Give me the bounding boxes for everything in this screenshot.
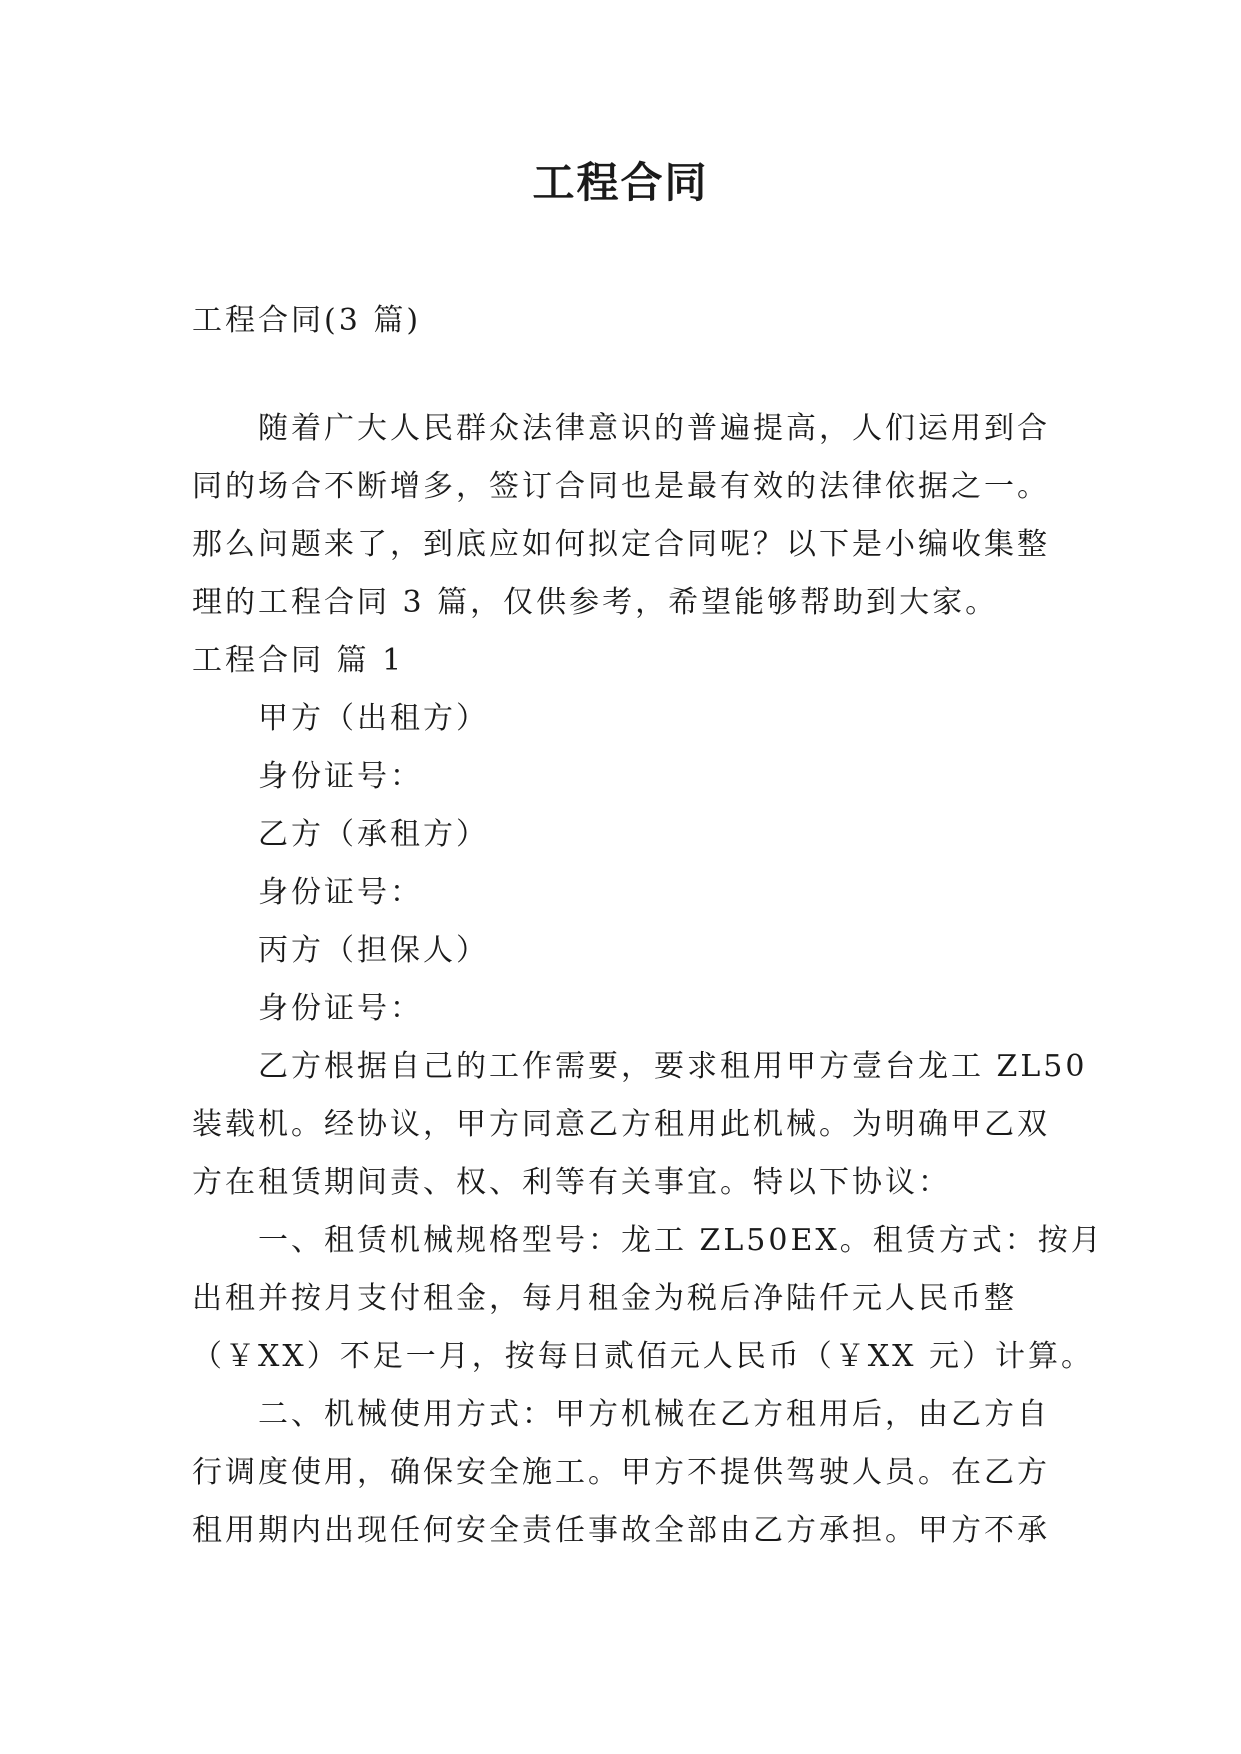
intro-line: 理的工程合同 3 篇，仅供参考，希望能够帮助到大家。 [192, 585, 999, 620]
document-subtitle: 工程合同(3 篇) [192, 303, 422, 338]
paragraph-line: 一、租赁机械规格型号：龙工 ZL50EX。租赁方式：按月 [258, 1223, 1104, 1258]
paragraph-line: 租用期内出现任何安全责任事故全部由乙方承担。甲方不承 [192, 1513, 1050, 1548]
section-heading: 工程合同 篇 1 [192, 643, 405, 678]
party-line: 身份证号： [258, 875, 423, 910]
paragraph-line: 出租并按月支付租金，每月租金为税后净陆仟元人民币整 [192, 1281, 1017, 1316]
intro-line: 同的场合不断增多，签订合同也是最有效的法律依据之一。 [192, 469, 1050, 504]
paragraph-line: （￥XX）不足一月，按每日贰佰元人民币（￥XX 元）计算。 [192, 1339, 1094, 1374]
paragraph-line: 二、机械使用方式：甲方机械在乙方租用后，由乙方自 [258, 1397, 1050, 1432]
intro-line: 随着广大人民群众法律意识的普遍提高，人们运用到合 [258, 411, 1050, 446]
document-body [192, 292, 1104, 1560]
paragraph-line: 乙方根据自己的工作需要，要求租用甲方壹台龙工 ZL50 [258, 1049, 1088, 1084]
party-line: 身份证号： [258, 759, 423, 794]
document-title: 工程合同 [532, 158, 709, 207]
paragraph-line: 装载机。经协议，甲方同意乙方租用此机械。为明确甲乙双 [192, 1107, 1050, 1142]
paragraph-line: 方在租赁期间责、权、利等有关事宜。特以下协议： [192, 1165, 951, 1200]
party-line: 身份证号： [258, 991, 423, 1026]
paragraph-line: 行调度使用，确保安全施工。甲方不提供驾驶人员。在乙方 [192, 1455, 1050, 1490]
spacer [192, 350, 1072, 400]
intro-line: 那么问题来了，到底应如何拟定合同呢？以下是小编收集整 [192, 527, 1050, 562]
party-line: 丙方（担保人） [258, 933, 489, 968]
party-line: 乙方（承租方） [258, 817, 489, 852]
party-line: 甲方（出租方） [258, 701, 489, 736]
